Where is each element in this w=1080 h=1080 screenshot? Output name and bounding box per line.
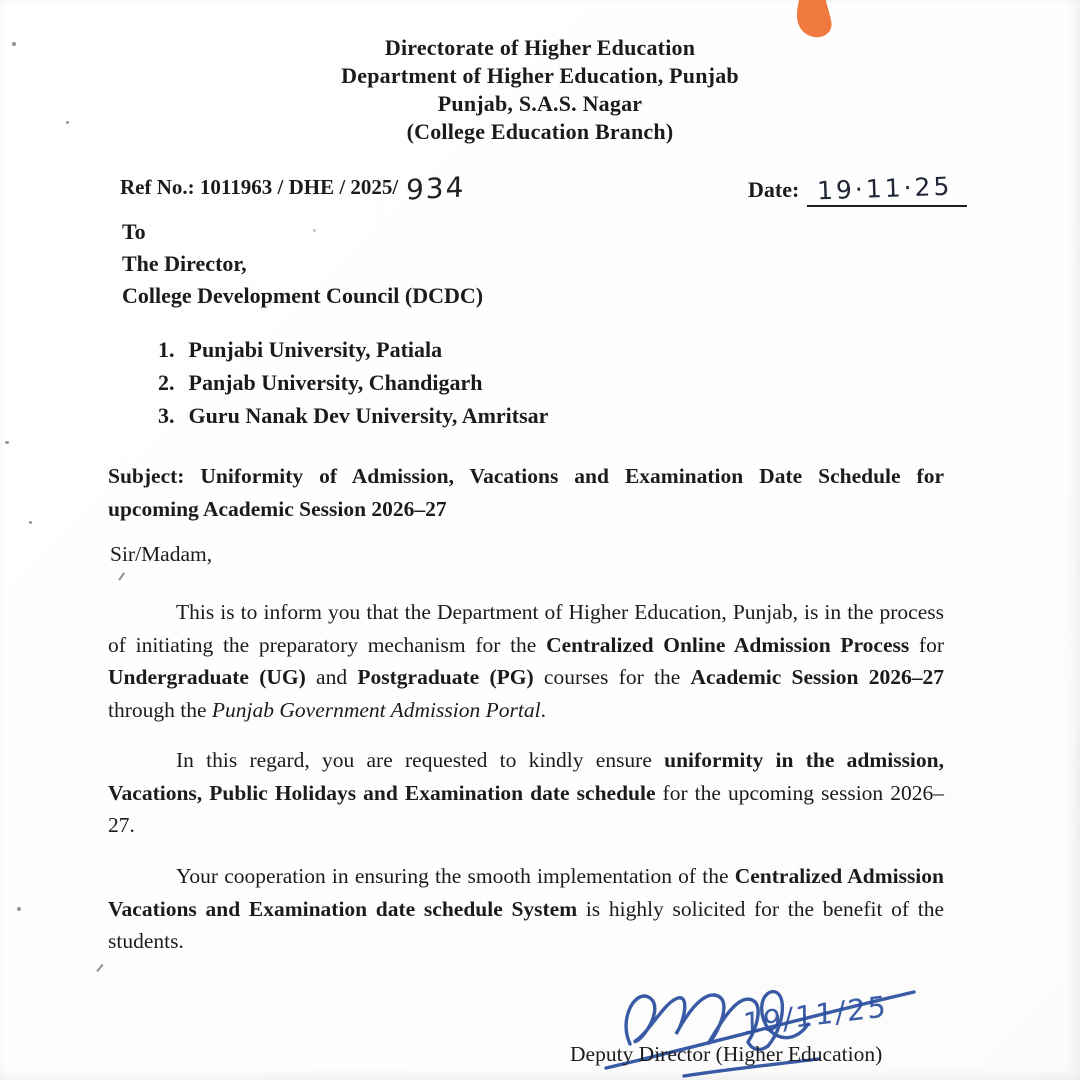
recipient-to: To bbox=[122, 219, 146, 244]
letterhead-line-2: Department of Higher Education, Punjab bbox=[341, 63, 739, 88]
list-item bbox=[158, 333, 548, 366]
list-item-name: Punjabi University, Patiala bbox=[188, 337, 443, 362]
scan-stray-mark bbox=[118, 572, 131, 585]
university-list bbox=[158, 333, 548, 432]
recipient-org: College Development Council (DCDC) bbox=[122, 283, 484, 308]
salutation: Sir/Madam, bbox=[110, 542, 213, 566]
date-line bbox=[748, 171, 967, 207]
list-item bbox=[158, 399, 548, 432]
list-item bbox=[158, 366, 548, 399]
letterhead bbox=[0, 34, 1080, 146]
scan-speck bbox=[5, 441, 9, 444]
reference-number-line bbox=[120, 172, 466, 205]
date-label: Date: bbox=[748, 177, 800, 202]
letterhead-line-4: (College Education Branch) bbox=[406, 119, 674, 144]
letterhead-line-1: Directorate of Higher Education bbox=[384, 35, 696, 60]
letterhead-line-3: Punjab, S.A.S. Nagar bbox=[437, 91, 643, 116]
handwritten-date: 19·11·25 bbox=[816, 171, 954, 206]
scan-speck bbox=[29, 521, 32, 524]
list-item-number: 1. bbox=[158, 337, 175, 362]
body-paragraph-1: This is to inform you that the Department of Higher Education, Punjab, is in the process of initiating the preparatory mechanism for the Centralized Online Admission Process for Undergraduate (UG) and Postgraduate (PG) courses for the Academic Session 2026–27 through the Punjab Government Admission Portal. bbox=[108, 600, 944, 722]
signature-block bbox=[0, 960, 1080, 1080]
recipient-block bbox=[122, 216, 483, 312]
recipient-name: The Director, bbox=[122, 251, 247, 276]
list-item-name: Guru Nanak Dev University, Amritsar bbox=[188, 403, 549, 428]
signature-handwritten-date: 19/11/25 bbox=[742, 988, 889, 1042]
list-item-name: Panjab University, Chandigarh bbox=[188, 370, 483, 395]
scan-speck bbox=[17, 907, 21, 911]
list-item-number: 3. bbox=[158, 403, 175, 428]
signatory-designation: Deputy Director (Higher Education) bbox=[570, 1042, 883, 1066]
subject-line: Subject: Uniformity of Admission, Vacations and Examination Date Schedule for upcoming Academic Session 2026–27 bbox=[108, 464, 944, 521]
list-item-number: 2. bbox=[158, 370, 175, 395]
body-paragraph-2: In this regard, you are requested to kindly ensure uniformity in the admission, Vacations, Public Holidays and Examination date schedule for the upcoming session 2026–27. bbox=[108, 748, 944, 837]
handwritten-ref-number: 934 bbox=[406, 170, 466, 207]
reference-number-label: Ref No.: 1011963 / DHE / 2025/ bbox=[120, 175, 399, 199]
date-underline bbox=[807, 171, 966, 207]
body-paragraph-3: Your cooperation in ensuring the smooth implementation of the Centralized Admission Vacations and Examination date schedule System is highly solicited for the benefit of the students. bbox=[108, 864, 944, 953]
